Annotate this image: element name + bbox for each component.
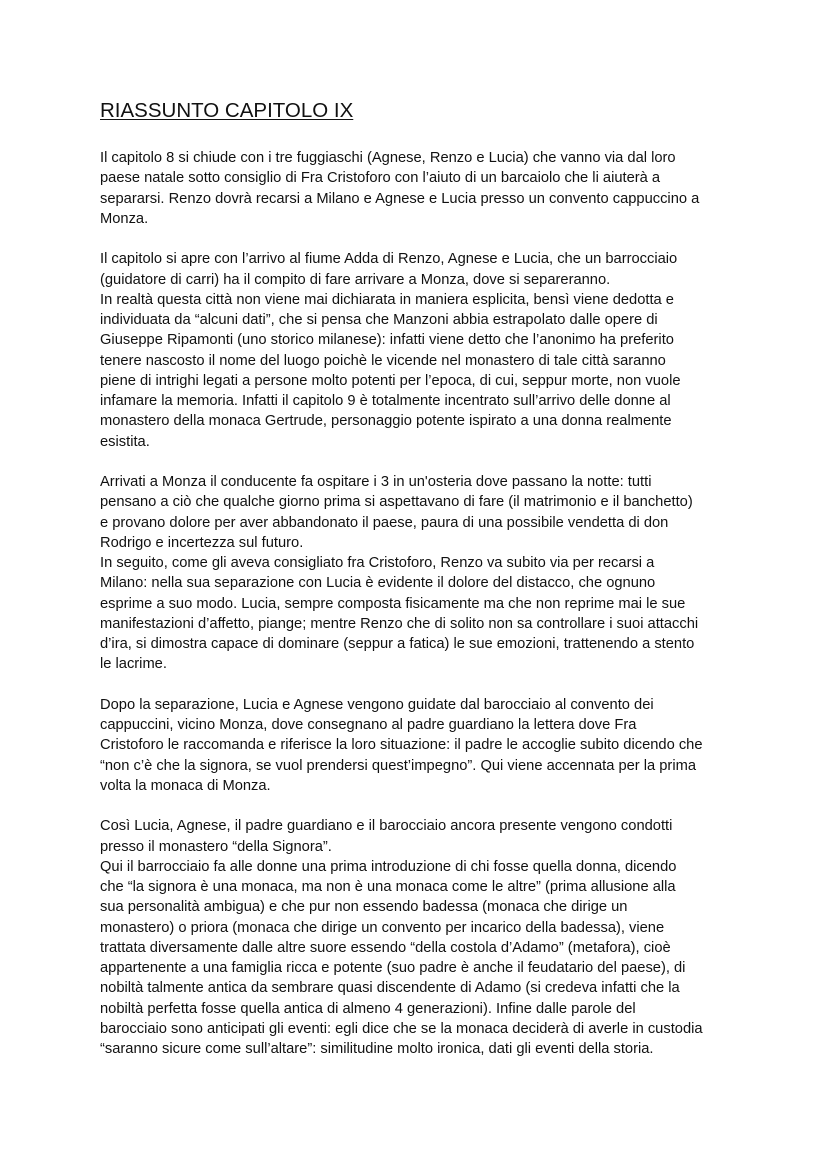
text-line: Milano: nella sua separazione con Lucia è evidente il dolore del distacco, che ognuno: [100, 575, 656, 592]
text-line: trattata diversamente dalle altre suore essendo “della costola d’Adamo” (metafora), cioè: [100, 939, 671, 956]
text-line: Dopo la separazione, Lucia e Agnese vengono guidate dal barocciaio al convento dei: [100, 696, 654, 713]
text-line: In seguito, come gli aveva consigliato fra Cristoforo, Renzo va subito via per recarsi a: [100, 555, 655, 571]
paragraph: [100, 816, 703, 1059]
text-line: Rodrigo e incertezza sul futuro.: [100, 534, 304, 551]
text-line: volta la monaca di Monza.: [100, 777, 271, 794]
text-line: Monza.: [100, 210, 149, 227]
text-line: manifestazioni d’affetto, piange; mentre Renzo che di solito non sa controllare i suoi attacchi: [100, 615, 699, 632]
text-line: sua personalità ambigua) e che pur non essendo badessa (monaca che dirige un: [100, 899, 628, 916]
paragraph: [100, 148, 703, 229]
text-line: Giuseppe Ripamonti (uno storico milanese): infatti viene detto che l’anonimo ha preferito: [100, 332, 674, 349]
text-line: pensano a ciò che qualche giorno prima si aspettavano di fare (il matrimonio e il banchetto): [100, 494, 693, 511]
text-line: Il capitolo 8 si chiude con i tre fuggiaschi (Agnese, Renzo e Lucia) che vanno via dal loro: [100, 150, 676, 166]
text-line: In realtà questa città non viene mai dichiarata in maniera esplicita, bensì viene dedotta e: [100, 291, 674, 308]
text-line: Il capitolo si apre con l’arrivo al fiume Adda di Renzo, Agnese e Lucia, che un barrocciaio: [100, 251, 678, 268]
text-line: Cristoforo le raccomanda e riferisce la loro situazione: il padre le accoglie subito dicendo che: [100, 737, 703, 754]
text-line: esprime a suo modo. Lucia, sempre composta fisicamente ma che non reprime mai le sue: [100, 595, 686, 612]
text-line: individuata da “alcuni dati”, che si pensa che Manzoni abbia estrapolato dalle opere di: [100, 312, 658, 328]
paragraph: [100, 249, 703, 452]
text-line: nobiltà talmente antica da sembrare quasi discendente di Adamo (si credeva infatti che la: [100, 980, 680, 997]
text-line: esistita.: [100, 433, 150, 450]
text-line: paese natale sotto consiglio di Fra Cristoforo con l’aiuto di un barcaiolo che li aiuterà a: [100, 170, 661, 187]
text-line: “non c’è che la signora, se vuol prendersi quest’impegno”. Qui viene accennata per la prima: [100, 757, 696, 774]
text-line: separarsi. Renzo dovrà recarsi a Milano e Agnese e Lucia presso un convento cappuccino a: [100, 190, 700, 207]
text-line: appartenente a una famiglia ricca e potente (suo padre è anche il feudatario del paese), di: [100, 960, 686, 976]
text-line: monastero della monaca Gertrude, personaggio potente ispirato a una donna realmente: [100, 413, 672, 430]
text-line: cappuccini, vicino Monza, dove consegnano al padre guardiano la lettera dove Fra: [100, 717, 637, 733]
text-line: d’ira, si dimostra capace di dominare (seppur a fatica) le sue emozioni, trattenendo a stento: [100, 636, 695, 652]
document-title: RIASSUNTO CAPITOLO IX: [100, 99, 354, 122]
text-line: (guidatore di carri) ha il compito di fare arrivare a Monza, dove si separeranno.: [100, 271, 611, 288]
paragraph: [100, 695, 703, 796]
text-line: presso il monastero “della Signora”.: [100, 838, 332, 855]
text-line: piene di intrighi legati a persone molto potenti per l’epoca, di cui, seppur morte, non vuole: [100, 372, 681, 389]
text-line: Arrivati a Monza il conducente fa ospitare i 3 in un'osteria dove passano la notte: tutti: [100, 474, 652, 490]
text-line: infamare la memoria. Infatti il capitolo 9 è totalmente incentrato sull’arrivo delle donne al: [100, 393, 671, 409]
text-line: barocciaio sono anticipati gli eventi: egli dice che se la monaca deciderà di averle in custodia: [100, 1020, 703, 1037]
text-line: Così Lucia, Agnese, il padre guardiano e il barocciaio ancora presente vengono condotti: [100, 818, 673, 835]
document-body: [100, 148, 703, 1080]
text-line: monastero) o priora (monaca che dirige un convento per incarico della badessa), viene: [100, 919, 665, 936]
text-line: Qui il barrocciaio fa alle donne una prima introduzione di chi fosse quella donna, dicendo: [100, 858, 677, 875]
text-line: e provano dolore per aver abbandonato il paese, paura di una possibile vendetta di don: [100, 514, 669, 531]
text-line: “saranno sicure come sull’altare”: similitudine molto ironica, dati gli eventi della storia.: [100, 1041, 654, 1057]
text-line: tenere nascosto il nome del luogo poichè le vicende nel monastero di tale città saranno: [100, 352, 666, 369]
paragraph: [100, 472, 703, 675]
text-line: le lacrime.: [100, 656, 167, 673]
text-line: che “la signora è una monaca, ma non è una monaca come le altre” (prima allusione alla: [100, 879, 676, 895]
text-line: nobiltà perfetta fosse quella antica di almeno 4 generazioni). Infine dalle parole del: [100, 1000, 636, 1017]
